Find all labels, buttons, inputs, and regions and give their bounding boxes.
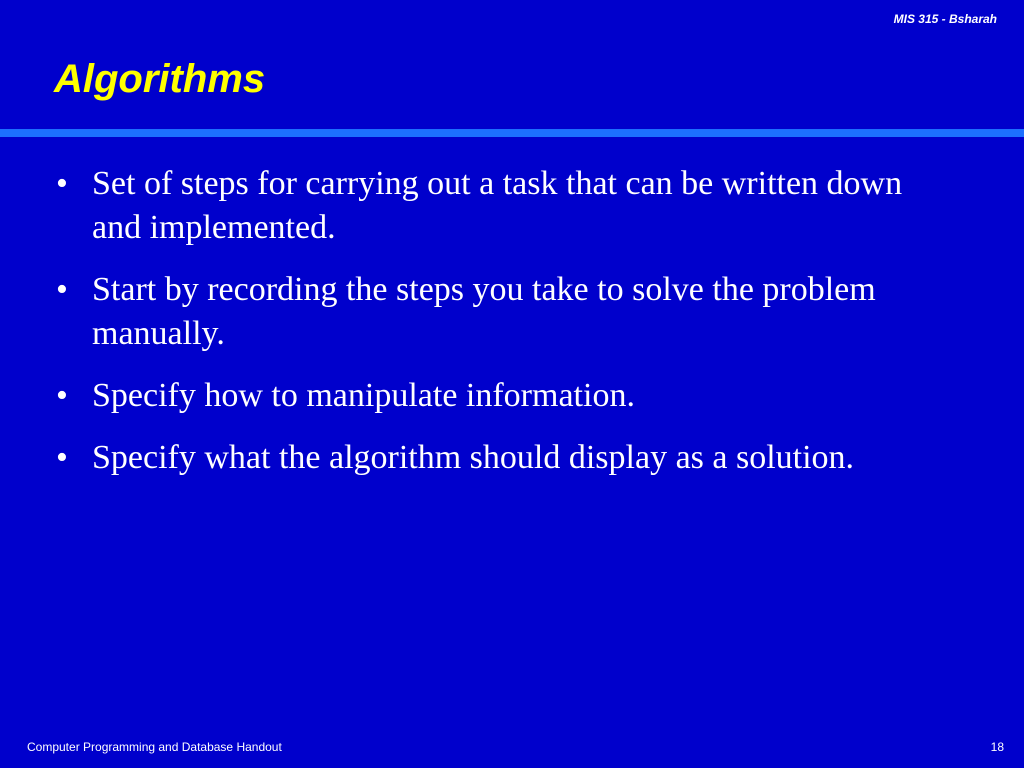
slide-title: Algorithms [54, 57, 266, 101]
bullet-item [54, 436, 954, 480]
bullet-dot-icon: • [56, 377, 68, 414]
bullet-text: Specify what the algorithm should display as a solution. [92, 439, 855, 476]
bullet-list [54, 162, 954, 498]
bullet-dot-icon: • [56, 165, 68, 202]
bullet-item [54, 374, 954, 418]
footer-handout-title: Computer Programming and Database Handout [27, 740, 282, 754]
course-tag: MIS 315 - Bsharah [893, 12, 997, 26]
bullet-item [54, 162, 954, 250]
bullet-text: Start by recording the steps you take to solve the problem manually. [92, 271, 876, 352]
bullet-text: Set of steps for carrying out a task that can be written down and implemented. [92, 165, 903, 246]
bullet-item [54, 268, 954, 356]
title-divider [0, 129, 1024, 137]
bullet-dot-icon: • [56, 271, 68, 308]
bullet-dot-icon: • [56, 439, 68, 476]
bullet-text: Specify how to manipulate information. [92, 377, 635, 414]
page-number: 18 [990, 740, 1004, 754]
